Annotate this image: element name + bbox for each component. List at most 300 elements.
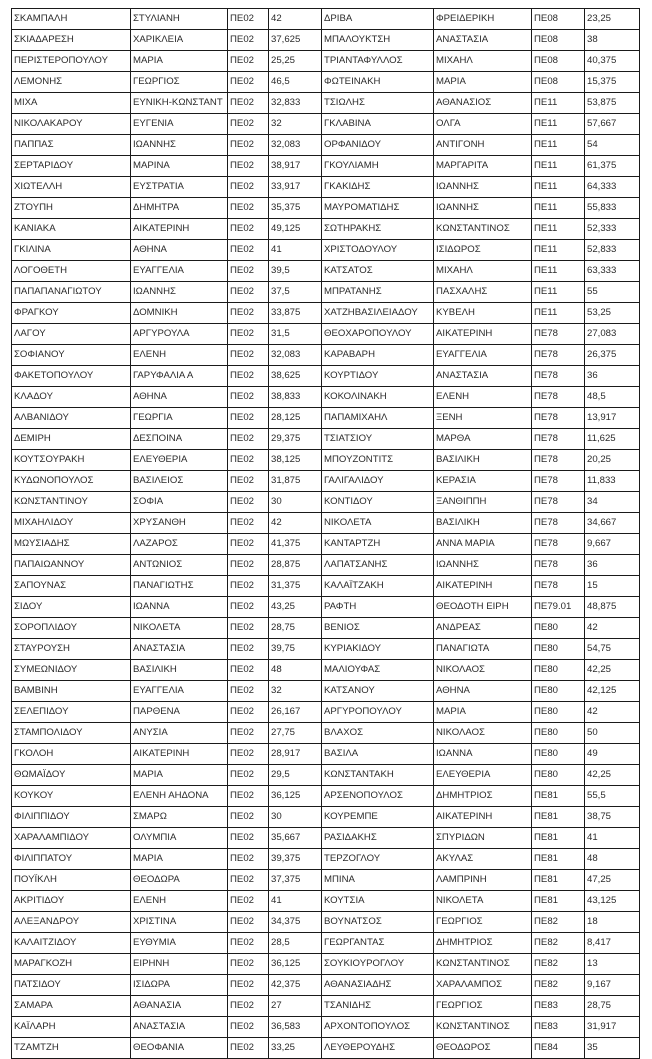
surname-cell: ΤΡΙΑΝΤΑΦΥΛΛΟΣ (322, 51, 434, 72)
table-row (12, 471, 640, 492)
surname-cell: ΠΕΡΙΣΤΕΡΟΠΟΥΛΟΥ (12, 51, 131, 72)
specialty-cell: ΠΕ02 (228, 240, 269, 261)
table-row (12, 702, 640, 723)
score-cell: 31,5 (269, 324, 322, 345)
specialty-cell: ΠΕ02 (228, 1038, 269, 1059)
score-cell: 55 (585, 282, 640, 303)
score-cell: 49 (585, 744, 640, 765)
firstname-cell: ΕΛΕΥΘΕΡΙΑ (131, 450, 228, 471)
results-table (11, 8, 640, 1059)
firstname-cell: ΞΑΝΘΙΠΠΗ (434, 492, 532, 513)
firstname-cell: ΜΑΡΙΝΑ (131, 156, 228, 177)
table-row (12, 807, 640, 828)
surname-cell: ΤΣΑΝΙΔΗΣ (322, 996, 434, 1017)
score-cell: 36,125 (269, 786, 322, 807)
specialty-cell: ΠΕ80 (532, 723, 585, 744)
surname-cell: ΟΡΦΑΝΙΔΟΥ (322, 135, 434, 156)
firstname-cell: ΕΛΕΝΗ (434, 387, 532, 408)
specialty-cell: ΠΕ80 (532, 681, 585, 702)
firstname-cell: ΚΩΝΣΤΑΝΤΙΝΟΣ (434, 219, 532, 240)
score-cell: 9,167 (585, 975, 640, 996)
firstname-cell: ΝΙΚΟΛΕΤΑ (434, 891, 532, 912)
score-cell: 33,917 (269, 177, 322, 198)
surname-cell: ΠΑΤΣΙΔΟΥ (12, 975, 131, 996)
specialty-cell: ΠΕ80 (532, 744, 585, 765)
score-cell: 37,625 (269, 30, 322, 51)
specialty-cell: ΠΕ02 (228, 933, 269, 954)
surname-cell: ΚΛΑΔΟΥ (12, 387, 131, 408)
firstname-cell: ΘΕΟΦΑΝΙΑ (131, 1038, 228, 1059)
table-row (12, 1038, 640, 1059)
score-cell: 36 (585, 555, 640, 576)
score-cell: 41 (269, 891, 322, 912)
table-row (12, 681, 640, 702)
specialty-cell: ΠΕ02 (228, 828, 269, 849)
score-cell: 55,833 (585, 198, 640, 219)
specialty-cell: ΠΕ78 (532, 555, 585, 576)
firstname-cell: ΙΣΙΔΩΡΑ (131, 975, 228, 996)
score-cell: 32,083 (269, 135, 322, 156)
score-cell: 34 (585, 492, 640, 513)
specialty-cell: ΠΕ11 (532, 177, 585, 198)
surname-cell: ΤΖΑΜΤΖΗ (12, 1038, 131, 1059)
surname-cell: ΖΤΟΥΠΗ (12, 198, 131, 219)
score-cell: 25,25 (269, 51, 322, 72)
firstname-cell: ΜΑΡΙΑ (131, 765, 228, 786)
firstname-cell: ΑΝΑΣΤΑΣΙΑ (131, 639, 228, 660)
score-cell: 32,833 (269, 93, 322, 114)
specialty-cell: ΠΕ11 (532, 261, 585, 282)
score-cell: 38,833 (269, 387, 322, 408)
table-row (12, 345, 640, 366)
score-cell: 26,167 (269, 702, 322, 723)
surname-cell: ΜΠΙΝΑ (322, 870, 434, 891)
score-cell: 31,917 (585, 1017, 640, 1038)
firstname-cell: ΠΑΝΑΓΙΩΤΑ (434, 639, 532, 660)
firstname-cell: ΒΑΣΙΛΙΚΗ (434, 450, 532, 471)
firstname-cell: ΚΥΒΕΛΗ (434, 303, 532, 324)
score-cell: 40,375 (585, 51, 640, 72)
surname-cell: ΑΚΡΙΤΙΔΟΥ (12, 891, 131, 912)
specialty-cell: ΠΕ02 (228, 156, 269, 177)
specialty-cell: ΠΕ78 (532, 534, 585, 555)
score-cell: 37,375 (269, 870, 322, 891)
firstname-cell: ΕΛΕΝΗ (131, 345, 228, 366)
table-row (12, 996, 640, 1017)
specialty-cell: ΠΕ02 (228, 219, 269, 240)
firstname-cell: ΔΟΜΝΙΚΗ (131, 303, 228, 324)
firstname-cell: ΚΕΡΑΣΙΑ (434, 471, 532, 492)
table-row (12, 870, 640, 891)
score-cell: 42 (585, 702, 640, 723)
specialty-cell: ΠΕ02 (228, 282, 269, 303)
specialty-cell: ΠΕ02 (228, 534, 269, 555)
surname-cell: ΓΑΛΙΓΑΛΙΔΟΥ (322, 471, 434, 492)
score-cell: 39,5 (269, 261, 322, 282)
score-cell: 9,667 (585, 534, 640, 555)
specialty-cell: ΠΕ78 (532, 387, 585, 408)
firstname-cell: ΓΑΡΥΦΑΛΙΑ Α (131, 366, 228, 387)
surname-cell: ΧΡΙΣΤΟΔΟΥΛΟΥ (322, 240, 434, 261)
firstname-cell: ΕΥΑΓΓΕΛΙΑ (131, 681, 228, 702)
table-row (12, 198, 640, 219)
firstname-cell: ΕΛΕΝΗ (131, 891, 228, 912)
specialty-cell: ΠΕ02 (228, 9, 269, 30)
specialty-cell: ΠΕ78 (532, 345, 585, 366)
score-cell: 13 (585, 954, 640, 975)
surname-cell: ΒΛΑΧΟΣ (322, 723, 434, 744)
table-row (12, 660, 640, 681)
surname-cell: ΑΛΕΞΑΝΔΡΟΥ (12, 912, 131, 933)
specialty-cell: ΠΕ02 (228, 51, 269, 72)
score-cell: 28,75 (269, 618, 322, 639)
table-row (12, 555, 640, 576)
score-cell: 52,333 (585, 219, 640, 240)
table-row (12, 492, 640, 513)
specialty-cell: ΠΕ78 (532, 450, 585, 471)
score-cell: 33,875 (269, 303, 322, 324)
surname-cell: ΚΑΝΙΑΚΑ (12, 219, 131, 240)
table-row (12, 30, 640, 51)
surname-cell: ΡΑΣΙΔΑΚΗΣ (322, 828, 434, 849)
surname-cell: ΓΚΙΛΙΝΑ (12, 240, 131, 261)
firstname-cell: ΓΕΩΡΓΙΑ (131, 408, 228, 429)
score-cell: 27,75 (269, 723, 322, 744)
surname-cell: ΒΟΥΝΑΤΣΟΣ (322, 912, 434, 933)
surname-cell: ΔΕΜΙΡΗ (12, 429, 131, 450)
score-cell: 27 (269, 996, 322, 1017)
surname-cell: ΚΟΚΟΛΙΝΑΚΗ (322, 387, 434, 408)
score-cell: 47,25 (585, 870, 640, 891)
firstname-cell: ΜΑΡΙΑ (131, 51, 228, 72)
surname-cell: ΜΙΧΑΗΛΙΔΟΥ (12, 513, 131, 534)
firstname-cell: ΒΑΣΙΛΙΚΗ (131, 660, 228, 681)
firstname-cell: ΣΠΥΡΙΔΩΝ (434, 828, 532, 849)
score-cell: 54 (585, 135, 640, 156)
specialty-cell: ΠΕ02 (228, 429, 269, 450)
surname-cell: ΑΡΓΥΡΟΠΟΥΛΟΥ (322, 702, 434, 723)
table-body (12, 9, 640, 1059)
score-cell: 39,375 (269, 849, 322, 870)
surname-cell: ΚΑΛΑΙΤΖΙΔΟΥ (12, 933, 131, 954)
firstname-cell: ΑΡΓΥΡΟΥΛΑ (131, 324, 228, 345)
score-cell: 46,5 (269, 72, 322, 93)
score-cell: 43,25 (269, 597, 322, 618)
firstname-cell: ΑΘΗΝΑ (131, 240, 228, 261)
table-row (12, 765, 640, 786)
specialty-cell: ΠΕ02 (228, 849, 269, 870)
surname-cell: ΦΙΛΙΠΠΙΔΟΥ (12, 807, 131, 828)
surname-cell: ΚΥΡΙΑΚΙΔΟΥ (322, 639, 434, 660)
firstname-cell: ΑΘΑΝΑΣΙΑ (131, 996, 228, 1017)
firstname-cell: ΑΙΚΑΤΕΡΙΝΗ (434, 324, 532, 345)
surname-cell: ΚΑΡΑΒΑΡΗ (322, 345, 434, 366)
surname-cell: ΣΤΑΥΡΟΥΣΗ (12, 639, 131, 660)
specialty-cell: ΠΕ81 (532, 870, 585, 891)
surname-cell: ΣΟΥΚΙΟΥΡΟΓΛΟΥ (322, 954, 434, 975)
firstname-cell: ΕΥΓΕΝΙΑ (131, 114, 228, 135)
specialty-cell: ΠΕ02 (228, 597, 269, 618)
score-cell: 42 (269, 9, 322, 30)
firstname-cell: ΑΘΗΝΑ (131, 387, 228, 408)
surname-cell: ΚΟΥΤΣΟΥΡΑΚΗ (12, 450, 131, 471)
table-row (12, 156, 640, 177)
firstname-cell: ΜΑΡΙΑ (131, 849, 228, 870)
surname-cell: ΚΑΤΣΑΝΟΥ (322, 681, 434, 702)
score-cell: 49,125 (269, 219, 322, 240)
firstname-cell: ΕΛΕΥΘΕΡΙΑ (434, 765, 532, 786)
table-row (12, 9, 640, 30)
firstname-cell: ΕΥΝΙΚΗ-ΚΩΝΣΤΑΝΤ (131, 93, 228, 114)
firstname-cell: ΜΑΡΘΑ (434, 429, 532, 450)
table-row (12, 261, 640, 282)
score-cell: 31,875 (269, 471, 322, 492)
score-cell: 23,25 (585, 9, 640, 30)
score-cell: 53,25 (585, 303, 640, 324)
specialty-cell: ΠΕ81 (532, 849, 585, 870)
specialty-cell: ΠΕ82 (532, 954, 585, 975)
firstname-cell: ΣΤΥΛΙΑΝΗ (131, 9, 228, 30)
score-cell: 48,5 (585, 387, 640, 408)
specialty-cell: ΠΕ02 (228, 324, 269, 345)
table-row (12, 114, 640, 135)
surname-cell: ΣΕΛΕΠΙΔΟΥ (12, 702, 131, 723)
specialty-cell: ΠΕ02 (228, 93, 269, 114)
score-cell: 61,375 (585, 156, 640, 177)
firstname-cell: ΑΝΔΡΕΑΣ (434, 618, 532, 639)
firstname-cell: ΠΑΝΑΓΙΩΤΗΣ (131, 576, 228, 597)
score-cell: 41 (269, 240, 322, 261)
firstname-cell: ΙΩΑΝΝΗΣ (131, 135, 228, 156)
firstname-cell: ΓΕΩΡΓΙΟΣ (131, 72, 228, 93)
surname-cell: ΜΑΛΙΟΥΦΑΣ (322, 660, 434, 681)
specialty-cell: ΠΕ02 (228, 1017, 269, 1038)
score-cell: 48,875 (585, 597, 640, 618)
surname-cell: ΠΑΠΑΜΙΧΑΗΛ (322, 408, 434, 429)
score-cell: 36,583 (269, 1017, 322, 1038)
score-cell: 43,125 (585, 891, 640, 912)
surname-cell: ΒΑΣΙΛΑ (322, 744, 434, 765)
surname-cell: ΜΠΟΥΖΟΝΤΙΤΣ (322, 450, 434, 471)
firstname-cell: ΔΗΜΗΤΡΑ (131, 198, 228, 219)
surname-cell: ΜΙΧΑ (12, 93, 131, 114)
surname-cell: ΣΩΤΗΡΑΚΗΣ (322, 219, 434, 240)
surname-cell: ΣΙΔΟΥ (12, 597, 131, 618)
score-cell: 38,75 (585, 807, 640, 828)
surname-cell: ΛΑΠΑΤΣΑΝΗΣ (322, 555, 434, 576)
specialty-cell: ΠΕ02 (228, 660, 269, 681)
firstname-cell: ΑΝΑΣΤΑΣΙΑ (131, 1017, 228, 1038)
score-cell: 32 (269, 681, 322, 702)
firstname-cell: ΝΙΚΟΛΑΟΣ (434, 723, 532, 744)
firstname-cell: ΘΕΟΔΩΡΑ (131, 870, 228, 891)
specialty-cell: ΠΕ11 (532, 219, 585, 240)
score-cell: 38,125 (269, 450, 322, 471)
table-row (12, 366, 640, 387)
table-row (12, 219, 640, 240)
specialty-cell: ΠΕ02 (228, 870, 269, 891)
score-cell: 33,25 (269, 1038, 322, 1059)
table-row (12, 597, 640, 618)
surname-cell: ΠΑΠΑΙΩΑΝΝΟΥ (12, 555, 131, 576)
table-row (12, 828, 640, 849)
firstname-cell: ΑΙΚΑΤΕΡΙΝΗ (131, 219, 228, 240)
surname-cell: ΛΑΓΟΥ (12, 324, 131, 345)
score-cell: 42,125 (585, 681, 640, 702)
score-cell: 32 (269, 114, 322, 135)
specialty-cell: ΠΕ78 (532, 366, 585, 387)
specialty-cell: ΠΕ11 (532, 198, 585, 219)
specialty-cell: ΠΕ08 (532, 51, 585, 72)
firstname-cell: ΑΝΥΣΙΑ (131, 723, 228, 744)
specialty-cell: ΠΕ02 (228, 765, 269, 786)
specialty-cell: ΠΕ02 (228, 618, 269, 639)
specialty-cell: ΠΕ02 (228, 723, 269, 744)
specialty-cell: ΠΕ02 (228, 72, 269, 93)
specialty-cell: ΠΕ81 (532, 807, 585, 828)
specialty-cell: ΠΕ02 (228, 954, 269, 975)
surname-cell: ΑΡΧΟΝΤΟΠΟΥΛΟΣ (322, 1017, 434, 1038)
firstname-cell: ΑΝΝΑ ΜΑΡΙΑ (434, 534, 532, 555)
surname-cell: ΓΚΟΥΛΙΑΜΗ (322, 156, 434, 177)
specialty-cell: ΠΕ02 (228, 975, 269, 996)
table-row (12, 282, 640, 303)
firstname-cell: ΧΑΡΙΚΛΕΙΑ (131, 30, 228, 51)
surname-cell: ΤΕΡΖΟΓΛΟΥ (322, 849, 434, 870)
surname-cell: ΜΠΡΑΤΑΝΗΣ (322, 282, 434, 303)
firstname-cell: ΙΩΑΝΝΗΣ (434, 177, 532, 198)
firstname-cell: ΧΡΥΣΑΝΘΗ (131, 513, 228, 534)
firstname-cell: ΚΩΝΣΤΑΝΤΙΝΟΣ (434, 1017, 532, 1038)
firstname-cell: ΓΕΩΡΓΙΟΣ (434, 996, 532, 1017)
score-cell: 28,875 (269, 555, 322, 576)
surname-cell: ΚΑΝΤΑΡΤΖΗ (322, 534, 434, 555)
specialty-cell: ΠΕ02 (228, 408, 269, 429)
surname-cell: ΣΑΠΟΥΝΑΣ (12, 576, 131, 597)
surname-cell: ΑΡΣΕΝΟΠΟΥΛΟΣ (322, 786, 434, 807)
surname-cell: ΚΑΪΛΑΡΗ (12, 1017, 131, 1038)
specialty-cell: ΠΕ83 (532, 996, 585, 1017)
score-cell: 48 (269, 660, 322, 681)
score-cell: 50 (585, 723, 640, 744)
table-row (12, 639, 640, 660)
score-cell: 52,833 (585, 240, 640, 261)
specialty-cell: ΠΕ11 (532, 282, 585, 303)
specialty-cell: ΠΕ11 (532, 135, 585, 156)
specialty-cell: ΠΕ08 (532, 9, 585, 30)
score-cell: 27,083 (585, 324, 640, 345)
score-cell: 42 (585, 618, 640, 639)
firstname-cell: ΔΗΜΗΤΡΙΟΣ (434, 786, 532, 807)
score-cell: 29,5 (269, 765, 322, 786)
surname-cell: ΘΕΟΧΑΡΟΠΟΥΛΟΥ (322, 324, 434, 345)
score-cell: 11,833 (585, 471, 640, 492)
specialty-cell: ΠΕ82 (532, 933, 585, 954)
surname-cell: ΦΙΛΙΠΠΑΤΟΥ (12, 849, 131, 870)
firstname-cell: ΑΝΑΣΤΑΣΙΑ (434, 366, 532, 387)
firstname-cell: ΑΘΗΝΑ (434, 681, 532, 702)
firstname-cell: ΑΘΑΝΑΣΙΟΣ (434, 93, 532, 114)
results-table-container (11, 8, 640, 1059)
firstname-cell: ΑΝΤΙΓΟΝΗ (434, 135, 532, 156)
score-cell: 39,75 (269, 639, 322, 660)
firstname-cell: ΕΥΣΤΡΑΤΙΑ (131, 177, 228, 198)
surname-cell: ΣΑΜΑΡΑ (12, 996, 131, 1017)
table-row (12, 51, 640, 72)
surname-cell: ΓΚΛΑΒΙΝΑ (322, 114, 434, 135)
surname-cell: ΚΟΥΤΣΙΑ (322, 891, 434, 912)
score-cell: 28,917 (269, 744, 322, 765)
score-cell: 34,375 (269, 912, 322, 933)
surname-cell: ΠΑΠΠΑΣ (12, 135, 131, 156)
firstname-cell: ΑΝΤΩΝΙΟΣ (131, 555, 228, 576)
score-cell: 34,667 (585, 513, 640, 534)
specialty-cell: ΠΕ11 (532, 93, 585, 114)
surname-cell: ΓΚΑΚΙΔΗΣ (322, 177, 434, 198)
surname-cell: ΚΟΥΡΤΙΔΟΥ (322, 366, 434, 387)
surname-cell: ΒΕΝΙΟΣ (322, 618, 434, 639)
table-row (12, 93, 640, 114)
table-row (12, 618, 640, 639)
score-cell: 42,25 (585, 660, 640, 681)
surname-cell: ΣΚΑΜΠΑΛΗ (12, 9, 131, 30)
table-row (12, 135, 640, 156)
table-row (12, 933, 640, 954)
score-cell: 35,667 (269, 828, 322, 849)
score-cell: 35 (585, 1038, 640, 1059)
firstname-cell: ΞΕΝΗ (434, 408, 532, 429)
specialty-cell: ΠΕ02 (228, 366, 269, 387)
surname-cell: ΣΚΙΑΔΑΡΕΣΗ (12, 30, 131, 51)
surname-cell: ΓΚΟΛΟΗ (12, 744, 131, 765)
firstname-cell: ΜΑΡΙΑ (434, 72, 532, 93)
surname-cell: ΒΑΜΒΙΝΗ (12, 681, 131, 702)
specialty-cell: ΠΕ78 (532, 492, 585, 513)
surname-cell: ΓΕΩΡΓΑΝΤΑΣ (322, 933, 434, 954)
firstname-cell: ΔΗΜΗΤΡΙΟΣ (434, 933, 532, 954)
specialty-cell: ΠΕ80 (532, 660, 585, 681)
surname-cell: ΑΛΒΑΝΙΔΟΥ (12, 408, 131, 429)
firstname-cell: ΝΙΚΟΛΕΤΑ (131, 618, 228, 639)
score-cell: 8,417 (585, 933, 640, 954)
score-cell: 15,375 (585, 72, 640, 93)
firstname-cell: ΑΙΚΑΤΕΡΙΝΗ (434, 807, 532, 828)
firstname-cell: ΜΙΧΑΗΛ (434, 261, 532, 282)
surname-cell: ΚΑΤΣΑΤΟΣ (322, 261, 434, 282)
surname-cell: ΚΥΔΩΝΟΠΟΥΛΟΣ (12, 471, 131, 492)
score-cell: 36,125 (269, 954, 322, 975)
table-row (12, 72, 640, 93)
score-cell: 35,375 (269, 198, 322, 219)
surname-cell: ΤΣΙΑΤΣΙΟΥ (322, 429, 434, 450)
score-cell: 11,625 (585, 429, 640, 450)
score-cell: 29,375 (269, 429, 322, 450)
specialty-cell: ΠΕ78 (532, 513, 585, 534)
surname-cell: ΛΟΓΟΘΕΤΗ (12, 261, 131, 282)
score-cell: 28,75 (585, 996, 640, 1017)
score-cell: 36 (585, 366, 640, 387)
firstname-cell: ΑΚΥΛΑΣ (434, 849, 532, 870)
firstname-cell: ΟΛΥΜΠΙΑ (131, 828, 228, 849)
table-row (12, 513, 640, 534)
firstname-cell: ΠΑΡΘΕΝΑ (131, 702, 228, 723)
score-cell: 30 (269, 807, 322, 828)
firstname-cell: ΣΟΦΙΑ (131, 492, 228, 513)
score-cell: 13,917 (585, 408, 640, 429)
specialty-cell: ΠΕ02 (228, 471, 269, 492)
firstname-cell: ΕΛΕΝΗ ΑΗΔΟΝΑ (131, 786, 228, 807)
table-row (12, 849, 640, 870)
